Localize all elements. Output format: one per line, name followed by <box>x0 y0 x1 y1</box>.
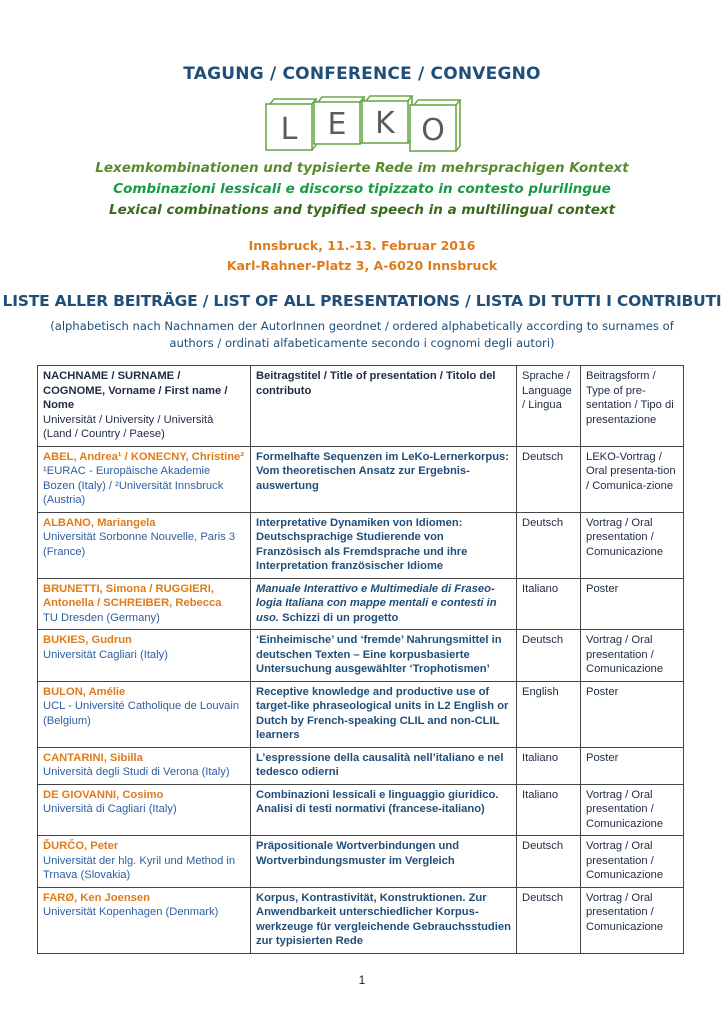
cell-language: Italiano <box>517 747 581 784</box>
cell-author <box>38 446 251 512</box>
subtitle-english: Lexical combinations and typified speech in a multilingual context <box>108 202 616 218</box>
table-row <box>38 887 684 953</box>
presentation-title: Formelhafte Sequenzen im LeKo-Lernerkorpus: Vom theoretischen Ansatz zur Ergebnis-auswertung <box>256 450 510 492</box>
presentation-title: Receptive knowledge and productive use of target-like phraseological units in L2 English or Dutch by French-speaking CLIL and non-CLIL learners <box>256 685 509 741</box>
cell-title <box>251 784 517 836</box>
list-title: LISTE ALLER BEITRÄGE / LIST OF ALL PRESENTATIONS / LISTA DI TUTTI I CONTRIBUTI <box>2 292 722 310</box>
header-language: Sprache / Language / Lingua <box>517 366 581 447</box>
author-names: ABEL, Andrea¹ / KONECNY, Christine² <box>43 450 244 463</box>
cell-title <box>251 836 517 888</box>
cell-type: Poster <box>581 747 684 784</box>
presentation-title: L’espressione della causalità nell’italiano e nel tedesco odierni <box>256 751 504 778</box>
author-names: BRUNETTI, Simona / RUGGIERI, Antonella / SCHREIBER, Rebecca <box>43 582 222 609</box>
header-name-bold: NACHNAME / SURNAME / COGNOME, Vorname / First name / Nome <box>43 370 228 411</box>
presentation-title: Interpretative Dynamiken von Idiomen: Deutschsprachige Studierende von Französisch als Fremdsprache und ihre Interpretation französischer Idiome <box>256 516 468 572</box>
cell-author <box>38 578 251 630</box>
header-title <box>251 366 517 447</box>
table-row <box>38 446 684 512</box>
cell-title <box>251 512 517 578</box>
author-affiliation: Universität der hlg. Kyril und Method in Trnava (Slovakia) <box>43 854 236 881</box>
table-row <box>38 784 684 836</box>
header-name-plain: Universität / University / Università (Land / Country / Paese) <box>43 413 214 440</box>
table-row <box>38 578 684 630</box>
table-header-row <box>38 366 684 447</box>
logo-letter-k: K <box>375 106 395 141</box>
author-affiliation: Università di Cagliari (Italy) <box>43 803 177 815</box>
author-names: ĎURČO, Peter <box>43 840 119 852</box>
header-name <box>38 366 251 447</box>
cell-type: Poster <box>581 681 684 747</box>
presentation-title: Combinazioni lessicali e linguaggio giuridico. Analisi di testi normativi (francese-italiano) <box>256 788 499 815</box>
page-number: 1 <box>358 973 366 987</box>
logo-letter-e: E <box>327 107 347 142</box>
cell-title <box>251 747 517 784</box>
table-row <box>38 836 684 888</box>
cell-language: Italiano <box>517 578 581 630</box>
conference-title: TAGUNG / CONFERENCE / CONVEGNO <box>183 64 541 84</box>
author-affiliation: Universität Cagliari (Italy) <box>43 648 168 661</box>
author-affiliation: Università degli Studi di Verona (Italy) <box>43 766 230 778</box>
table-row <box>38 681 684 747</box>
cell-author <box>38 630 251 682</box>
cell-title <box>251 630 517 682</box>
cell-author <box>38 681 251 747</box>
list-note: (alphabetisch nach Nachnamen der AutorInnen geordnet / ordered alphabetically according to surnames of authors / ordinati alfabeticamente secondo i cognomi degli autori) <box>50 319 674 350</box>
logo-letter-o: O <box>421 113 445 148</box>
cell-title <box>251 681 517 747</box>
table-row <box>38 512 684 578</box>
cell-type: Vortrag / Oral presentation / Comunicazione <box>581 630 684 682</box>
cell-title <box>251 887 517 953</box>
cell-title <box>251 446 517 512</box>
cell-language: Deutsch <box>517 887 581 953</box>
cell-language: Deutsch <box>517 512 581 578</box>
header-title-text: Beitragstitel / Title of presentation / Titolo del contributo <box>256 370 496 397</box>
cell-title <box>251 578 517 630</box>
subtitle-italian: Combinazioni lessicali e discorso tipizzato in contesto plurilingue <box>113 181 611 197</box>
cell-author <box>38 836 251 888</box>
cell-language: Deutsch <box>517 446 581 512</box>
author-affiliation: Universität Sorbonne Nouvelle, Paris 3 (France) <box>43 531 236 558</box>
cell-author <box>38 747 251 784</box>
cell-type: Vortrag / Oral presentation / Comunicazione <box>581 887 684 953</box>
presentations-table <box>37 365 684 954</box>
cell-type: Vortrag / Oral presentation / Comunicazione <box>581 512 684 578</box>
cell-language: English <box>517 681 581 747</box>
cell-type: Vortrag / Oral presentation / Comunicazione <box>581 784 684 836</box>
presentation-title-italic: Manuale Interattivo e Multimediale di Fraseo-logia Italiana con mappe mentali e contesti in uso. <box>256 582 497 624</box>
author-names: ALBANO, Mariangela <box>43 516 156 529</box>
author-names: CANTARINI, Sibilla <box>43 751 143 764</box>
table-row <box>38 747 684 784</box>
cell-language: Deutsch <box>517 630 581 682</box>
table-row <box>38 630 684 682</box>
conference-address: Karl-Rahner-Platz 3, A-6020 Innsbruck <box>226 258 498 273</box>
author-affiliation: ¹EURAC - Europäische Akademie Bozen (Italy) / ²Universität Innsbruck (Austria) <box>43 465 224 506</box>
conference-date: Innsbruck, 11.-13. Februar 2016 <box>248 238 476 253</box>
cell-author <box>38 887 251 953</box>
author-names: FARØ, Ken Joensen <box>43 891 150 904</box>
cell-language: Deutsch <box>517 836 581 888</box>
author-names: BUKIES, Gudrun <box>43 634 132 646</box>
presentation-title: Schizzi di un progetto <box>279 611 399 624</box>
subtitle-german: Lexemkombinationen und typisierte Rede im mehrsprachigen Kontext <box>95 160 629 176</box>
author-affiliation: UCL - Université Catholique de Louvain (Belgium) <box>43 700 240 727</box>
presentation-title: Korpus, Kontrastivität, Konstruktionen. Zur Anwendbarkeit unterschiedlicher Korpus-werkzeuge für vergleichende Gebrauchsstudien zur typisierten Rede <box>256 891 511 947</box>
logo-letter-l: L <box>280 112 298 147</box>
author-names: DE GIOVANNI, Cosimo <box>43 788 164 801</box>
cell-author <box>38 784 251 836</box>
cell-type: LEKO-Vortrag / Oral presenta-tion / Comunica-zione <box>581 446 684 512</box>
presentation-title: Präpositionale Wortverbindungen und Wortverbindungsmuster im Vergleich <box>256 840 460 867</box>
author-names: BULON, Amélie <box>43 685 126 698</box>
cell-type: Vortrag / Oral presentation / Comunicazione <box>581 836 684 888</box>
presentation-title: ‘Einheimische’ und ‘fremde’ Nahrungsmittel in deutschen Texten – Eine korpusbasierte Untersuchung ausgewählter ‘Trophotismen’ <box>256 634 502 675</box>
author-affiliation: Universität Kopenhagen (Denmark) <box>43 906 219 918</box>
header-type: Beitragsform / Type of pre-sentation / Tipo di presentazione <box>581 366 684 447</box>
cell-type: Poster <box>581 578 684 630</box>
cell-author <box>38 512 251 578</box>
leko-logo <box>258 95 468 155</box>
author-affiliation: TU Dresden (Germany) <box>43 611 160 624</box>
cell-language: Italiano <box>517 784 581 836</box>
